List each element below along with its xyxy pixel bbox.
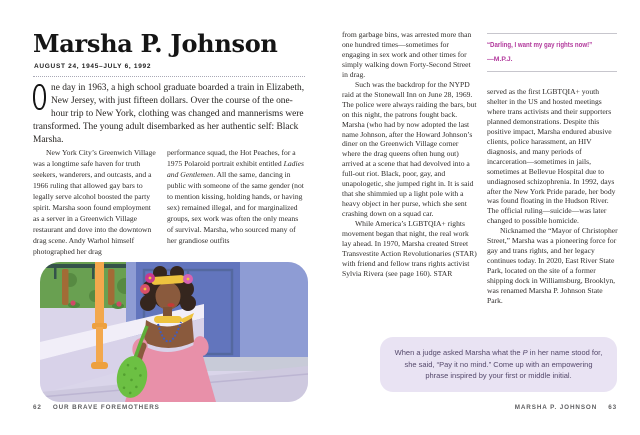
pull-quote-text: “Darling, I want my gay rights now!” <box>487 40 593 49</box>
life-dates: AUGUST 24, 1945–JULY 6, 1992 <box>34 63 152 70</box>
paragraph: While America’s LGBTQIA+ rights movement began that night, the real work lay ahead. In 1970, Marsha created Street Transvestite Action Revolutionaries (STAR) with friend and fellow trans rights activist Sylvia Rivera (see page 160). STAR <box>342 219 477 278</box>
left-page-footer <box>33 404 160 411</box>
paragraph: New York City’s Greenwich Village was a longtime safe haven for truth seekers, wanderers, and outcasts, and a 1966 ruling that allowed gay bars to legally serve alcohol boosted the party spirit. Marsha soon found employment as a server in a Greenwich Village restaurant and dove into the downtown drag scene. Andy Warhol himself photographed her drag <box>33 148 156 256</box>
running-head: MARSHA P. JOHNSON <box>514 404 598 411</box>
right-page-column-2 <box>487 87 618 306</box>
running-head: OUR BRAVE FOREMOTHERS <box>52 404 160 411</box>
page-number: 63 <box>608 404 617 411</box>
paragraph-text: . All the same, dancing in public with someone of the same gender (not to mention kissing, holding hands, or having sex) remained illegal, and for marginalized groups, sex work was often the only means of survival. Marsha, who sourced many of her grandiose outfits <box>167 170 304 245</box>
left-page-column-1 <box>33 147 159 257</box>
marsha-street-illustration <box>40 262 308 402</box>
right-page-column-1 <box>342 30 478 279</box>
page-number: 62 <box>33 404 42 411</box>
right-page-footer <box>427 404 617 411</box>
intro-text: ne day in 1963, a high school graduate boarded a train in Elizabeth, New Jersey, with just fifteen dollars. Over the course of the one-hour trip to New York, clothing was changed and mannerisms were transformed. The young adult disembarked as her authentic self: Black Marsha. <box>33 83 305 146</box>
page-title: Marsha P. Johnson <box>33 29 278 58</box>
pull-quote-attribution: —M.P.J. <box>487 56 513 63</box>
left-page-column-2 <box>167 147 305 246</box>
intro-paragraph <box>33 82 309 147</box>
paragraph: served as the first LGBTQIA+ youth shelter in the US and hosted meetings where trans activists and their supporters planned demonstrations. Despite this positive impact, Marsha endured abusive clients, police harassment, an HIV diagnosis, and many periods of incarceration—sometimes in jails, sometimes at Bellevue Hospital due to undiagnosed schizophrenia. In 1992, days after the New York Pride parade, her body was found floating in the Hudson River. The official ruling—suicide—was later changed to possible homicide. <box>487 87 616 226</box>
callout-initial-italic: P <box>522 348 528 357</box>
book-title-italic: Ladies and Gentlemen <box>167 159 304 179</box>
pull-quote-box <box>487 33 617 72</box>
paragraph: Nicknamed the “Mayor of Christopher Street,” Marsha was a pioneering force for gay and trans rights, and her legacy continues today. In 2020, East River State Park, located on the site of a former shipping dock in Williamsburg, Brooklyn, was renamed Marsha P. Johnson State Park. <box>487 226 618 306</box>
callout-text: When a judge asked Marsha what the <box>394 348 523 357</box>
dotted-divider <box>33 76 305 77</box>
activity-callout-box <box>380 337 617 392</box>
paragraph <box>167 147 305 246</box>
callout-text: in her name stood for, she said, “Pay it no mind.” Come up with an empowering phrase inspired by your first or middle initial. <box>404 348 603 381</box>
paragraph: from garbage bins, was arrested more than one hundred times—sometimes for engaging in sex work and other times for simply walking down Forty-Second Street in drag. <box>342 30 472 79</box>
paragraph: Such was the backdrop for the NYPD raid at the Stonewall Inn on June 28, 1969. The police were always raiding the bars, but on this night, the patrons fought back. Marsha (who had by now adopted the last name Johnson, after the Howard Johnson’s diner on the Greenwich Village corner where the drag queens often hung out) arrived at a scene that had devolved into a full-out riot. Black, poor, gay, and unapologetic, she jumped right in. It is said that she shimmied up a light pole with a heavy object in her purse, which she sent crashing down on a squad car. <box>342 79 477 219</box>
paragraph-text: performance squad, the Hot Peaches, for a 1975 Polaroid portrait exhibit entitled <box>167 148 296 168</box>
dropcap-letter-o <box>33 84 46 110</box>
